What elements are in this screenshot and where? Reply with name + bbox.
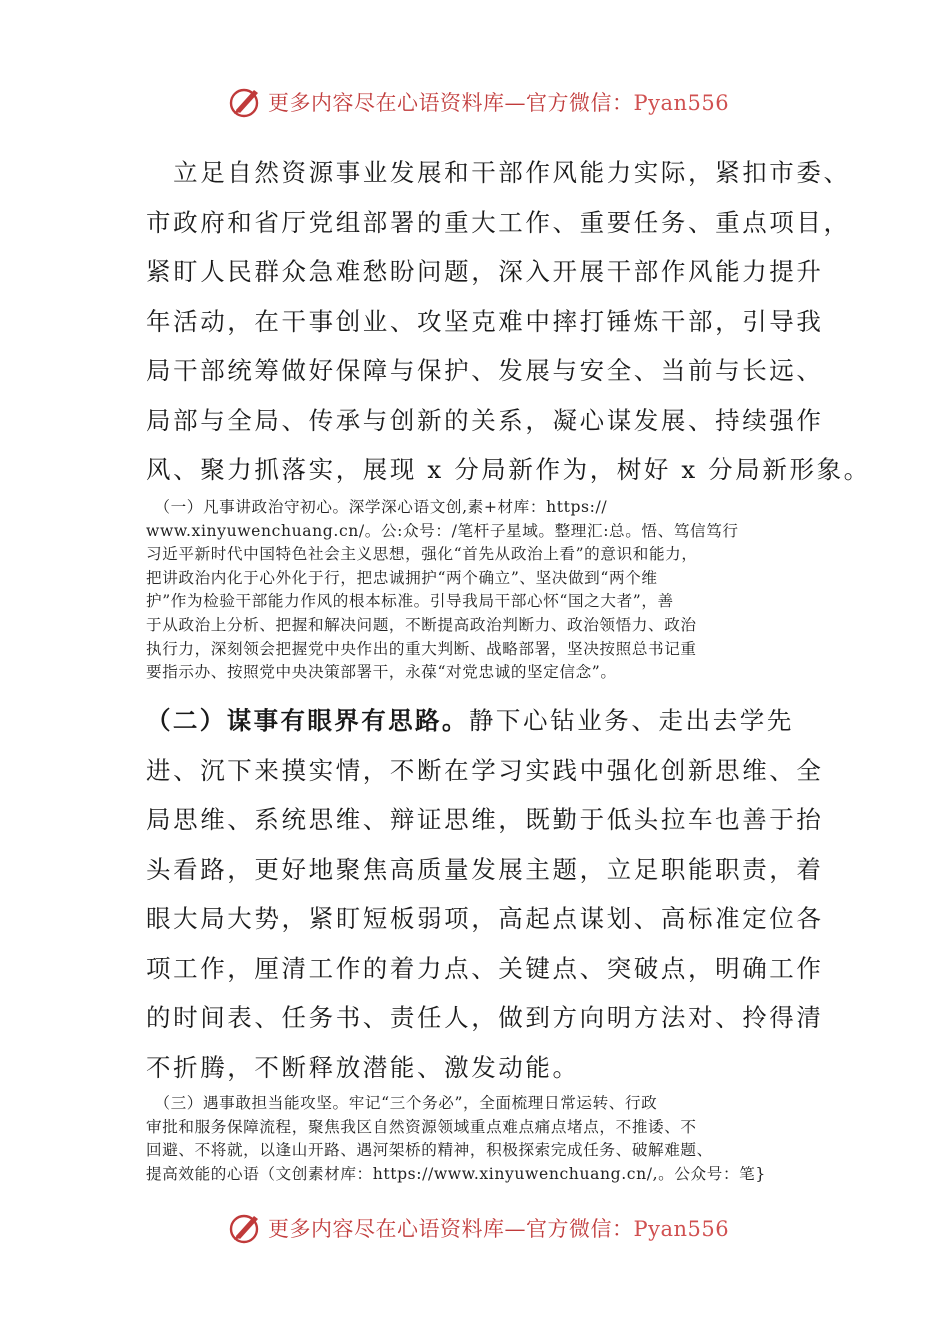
text-line: 局干部统筹做好保障与保护、发展与安全、当前与长远、 [146,356,824,385]
text-line: 进、沉下来摸实情，不断在学习实践中强化创新思维、全 [146,755,824,785]
text-line: 市政府和省厅党组部署的重大工作、重要任务、重点项目， [146,207,851,237]
text-line: 审批和服务保障流程，聚焦我区自然资源领域重点难点痛点堵点，不推诿、不 [146,1117,697,1136]
header-banner [228,82,729,122]
text-line: 护”作为检验干部能力作风的根本标准。引导我局干部心怀“国之大者”，善 [146,592,674,611]
paragraph-section-two [146,696,836,1092]
text-line: （二）谋事有眼界有思路。静下心钻业务、走出去学先 [146,706,795,735]
paragraph-intro [146,148,871,495]
text-line: www.xinyuwenchuang.cn/。公:众号：/笔杆子星域。整理汇:总。悟、笃信笃行 [146,521,739,540]
text-line: 把讲政治内化于心外化于行，把忠诚拥护“两个确立”、坚决做到“两个维 [146,568,658,587]
text-line: 局思维、系统思维、辩证思维，既勤于低头拉车也善于抬 [146,805,824,834]
text-line: 的时间表、任务书、责任人，做到方向明方法对、拎得清 [146,1003,824,1032]
text-line: 年活动，在干事创业、攻坚克难中摔打锤炼干部，引导我 [146,306,824,336]
wechat-id: Pyan556 [633,91,730,115]
text-line: 头看路，更好地聚焦高质量发展主题，立足职能职责，着 [146,854,824,884]
paragraph-section-one [146,496,806,685]
text-line: 紧盯人民群众急难愁盼问题，深入开展干部作风能力提升 [146,257,824,286]
text-line: 眼大局大势，紧盯短板弱项，高起点谋划、高标准定位各 [146,904,824,933]
text-line: 要指示办、按照党中央决策部署干，永葆“对党忠诚的坚定信念”。 [146,663,617,682]
text-line: 执行力，深刻领会把握党中央作出的重大判断、战略部署，坚决按照总书记重 [146,639,697,658]
text-line: 于从政治上分析、把握和解决问题，不断提高政治判断力、政治领悟力、政治 [146,615,697,634]
pen-circle-icon [228,1210,264,1246]
wechat-id: Pyan556 [633,1217,730,1241]
text-line: 不折腾，不断释放潜能、激发动能。 [146,1052,580,1082]
text-line: 习近平新时代中国特色社会主义思想，强化“首先从政治上看”的意识和能力， [146,545,698,564]
banner-text: 更多内容尽在心语资料库—官方微信：Pyan556 [268,1217,730,1241]
text-line: 立足自然资源事业发展和干部作风能力实际，紧扣市委、 [146,158,851,187]
text-line: （一）凡事讲政治守初心。深学深心语文创,素+材库：https:// [146,498,608,516]
text-line: 局部与全局、传承与创新的关系，凝心谋发展、持续强作 [146,405,824,435]
section-heading: （二）谋事有眼界有思路。 [146,706,469,735]
text-line: 项工作，厘清工作的着力点、关键点、突破点，明确工作 [146,953,824,983]
banner-text: 更多内容尽在心语资料库—官方微信：Pyan556 [268,91,730,115]
text-line: 回避、不将就，以逢山开路、遇河架桥的精神，积极探索完成任务、破解难题、 [146,1141,713,1160]
paragraph-section-three [146,1092,806,1186]
text-line: 提高效能的心语（文创素材库：https://www.xinyuwenchuang.cn/,。公众号：笔} [146,1164,766,1183]
text-line: （三）遇事敢担当能攻坚。牢记“三个务必”，全面梳理日常运转、行政 [146,1094,658,1112]
text-line: 风、聚力抓落实，展现 x 分局新作为，树好 x 分局新形象。 [146,455,871,484]
pen-circle-icon [228,84,264,120]
footer-banner [228,1208,729,1248]
